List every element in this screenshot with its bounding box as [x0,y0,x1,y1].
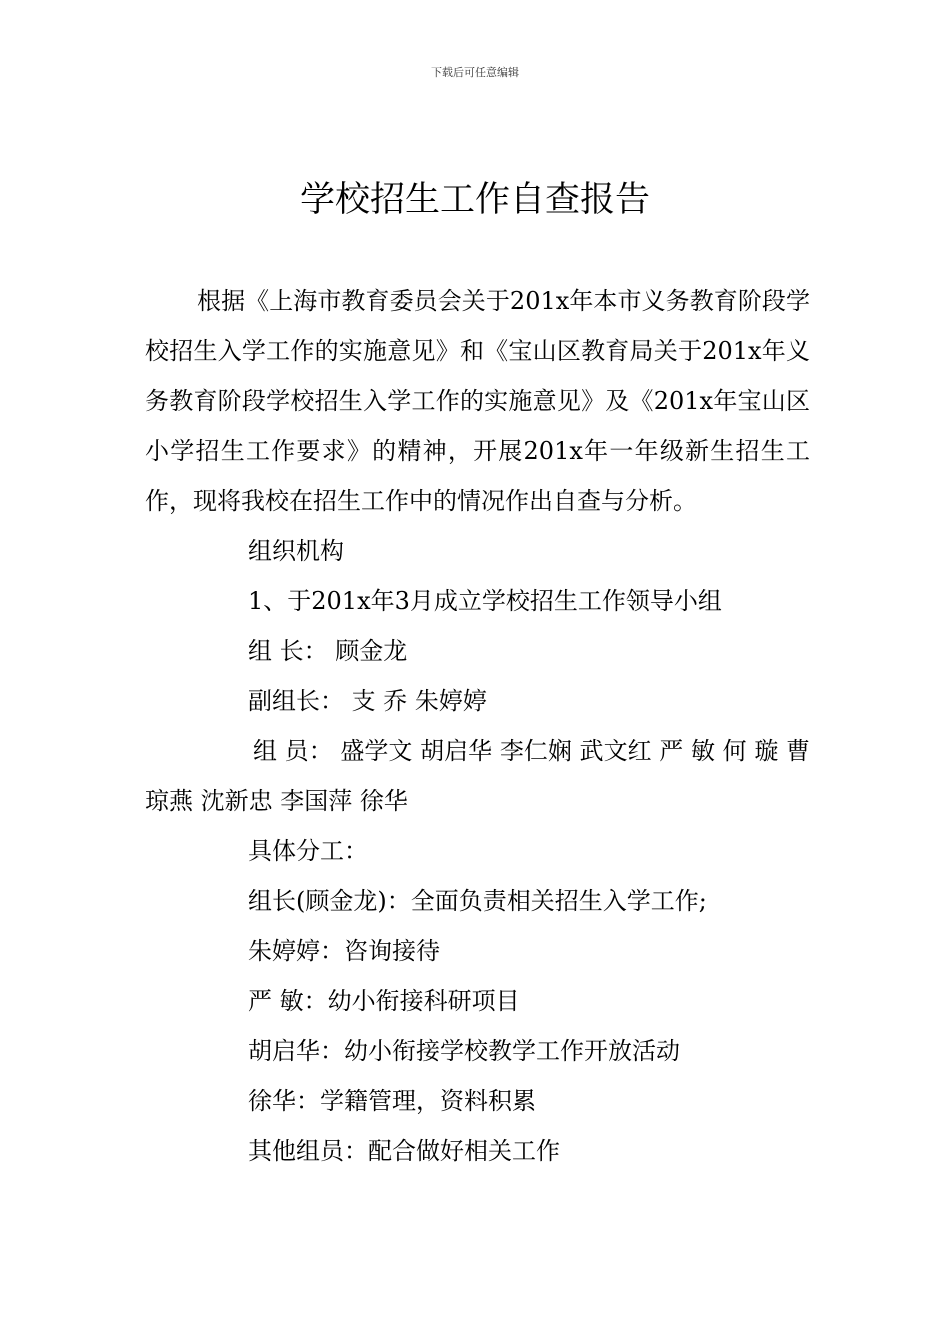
deputy-line: 副组长： 支 乔 朱婷婷 [248,687,487,715]
duty-line: 其他组员：配合做好相关工作 [248,1137,560,1165]
header-note: 下载后可任意编辑 [431,66,519,79]
document-title: 学校招生工作自查报告 [299,180,650,220]
duty-line: 徐华：学籍管理，资料积累 [248,1087,536,1115]
duty-line: 严 敏：幼小衔接科研项目 [248,987,520,1015]
section-heading: 组织机构 [248,537,344,565]
duty-line: 朱婷婷：咨询接待 [248,937,440,965]
leader-line: 组 长： 顾金龙 [248,637,408,665]
document-body [145,276,810,1176]
intro-paragraph: 根据《上海市教育委员会关于201x年本市义务教育阶段学校招生入学工作的实施意见》和《宝山区教育局关于201x年义务教育阶段学校招生入学工作的实施意见》及《201x年宝山区小学招生工作要求》的精神，开展201x年一年级新生招生工作，现将我校在招生工作中的情况作出自查与分析。 [145,287,810,515]
item-1: 1、于201x年3月成立学校招生工作领导小组 [248,587,722,615]
duty-line: 组长(顾金龙)：全面负责相关招生入学工作; [248,887,707,915]
duty-line: 胡启华：幼小衔接学校教学工作开放活动 [248,1037,680,1065]
members-line: 组 员： 盛学文 胡启华 李仁娴 武文红 严 敏 何 璇 曹琼燕 沈新忠 李国萍 徐华 [145,737,810,815]
division-heading: 具体分工： [248,837,368,865]
